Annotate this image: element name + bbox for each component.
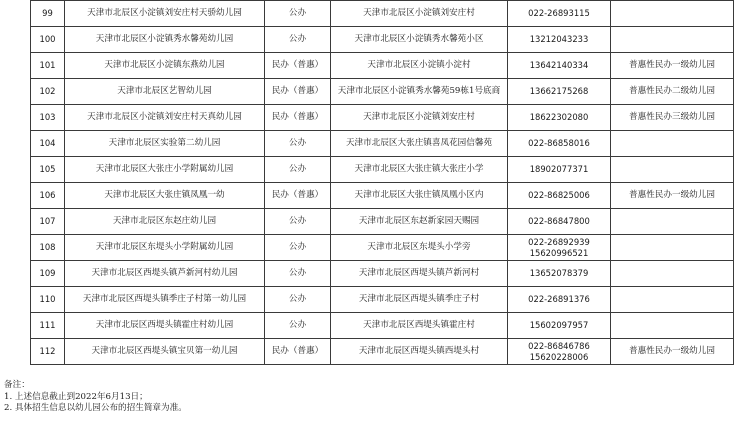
kindergarten-name-cell: 天津市北辰区小淀镇东燕幼儿园 [65, 53, 265, 79]
rating-level-cell [611, 313, 734, 339]
table-row [31, 105, 734, 131]
phone-number: 15620228006 [529, 351, 589, 362]
phone-number: 13652078379 [529, 268, 589, 278]
kindergarten-name-cell: 天津市北辰区东赵庄幼儿园 [65, 209, 265, 235]
kindergarten-table [30, 0, 734, 365]
phone-number: 13662175268 [529, 86, 589, 96]
school-type-cell: 民办（普惠） [265, 183, 331, 209]
phone-cell [508, 105, 611, 131]
rating-level-cell [611, 1, 734, 27]
phone-number: 022-26893115 [528, 8, 590, 18]
school-type-cell: 公办 [265, 261, 331, 287]
table-row [31, 287, 734, 313]
phone-number: 18622302080 [529, 112, 589, 122]
phone-cell [508, 339, 611, 365]
kindergarten-name-cell: 天津市北辰区艺智幼儿园 [65, 79, 265, 105]
school-type-cell: 公办 [265, 235, 331, 261]
row-number-cell: 108 [31, 235, 65, 261]
phone-number: 15602097957 [529, 320, 589, 330]
address-cell: 天津市北辰区西堤头镇芦新河村 [331, 261, 508, 287]
phone-number: 022-26891376 [528, 294, 590, 304]
phone-cell [508, 287, 611, 313]
row-number-cell: 104 [31, 131, 65, 157]
table-row [31, 131, 734, 157]
row-number-cell: 112 [31, 339, 65, 365]
phone-number: 13212043233 [529, 34, 589, 44]
school-type-cell: 公办 [265, 27, 331, 53]
phone-cell [508, 27, 611, 53]
table-row [31, 209, 734, 235]
kindergarten-name-cell: 天津市北辰区实验第二幼儿园 [65, 131, 265, 157]
phone-number: 13642140334 [529, 60, 589, 70]
note-item-2: 2. 具体招生信息以幼儿园公布的招生简章为准。 [4, 403, 187, 413]
table-row [31, 183, 734, 209]
kindergarten-name-cell: 天津市北辰区小淀镇刘安庄村天骄幼儿园 [65, 1, 265, 27]
address-cell: 天津市北辰区东堤头小学旁 [331, 235, 508, 261]
row-number-cell: 106 [31, 183, 65, 209]
rating-level-cell: 普惠性民办一级幼儿园 [611, 339, 734, 365]
phone-cell [508, 79, 611, 105]
phone-cell [508, 261, 611, 287]
phone-cell [508, 53, 611, 79]
address-cell: 天津市北辰区大张庄镇凤凰小区内 [331, 183, 508, 209]
phone-cell [508, 235, 611, 261]
table-body [31, 1, 734, 365]
address-cell: 天津市北辰区小淀镇刘安庄村 [331, 105, 508, 131]
phone-cell [508, 157, 611, 183]
kindergarten-name-cell: 天津市北辰区东堤头小学附属幼儿园 [65, 235, 265, 261]
address-cell: 天津市北辰区西堤头镇霍庄村 [331, 313, 508, 339]
rating-level-cell [611, 209, 734, 235]
kindergarten-name-cell: 天津市北辰区西堤头镇季庄子村第一幼儿园 [65, 287, 265, 313]
rating-level-cell: 普惠性民办一级幼儿园 [611, 183, 734, 209]
row-number-cell: 110 [31, 287, 65, 313]
phone-number: 022-86825006 [528, 190, 590, 200]
table-row [31, 79, 734, 105]
row-number-cell: 102 [31, 79, 65, 105]
phone-number: 18902077371 [529, 164, 589, 174]
rating-level-cell: 普惠性民办一级幼儿园 [611, 53, 734, 79]
rating-level-cell: 普惠性民办三级幼儿园 [611, 105, 734, 131]
school-type-cell: 公办 [265, 131, 331, 157]
phone-cell [508, 183, 611, 209]
row-number-cell: 99 [31, 1, 65, 27]
table-row [31, 235, 734, 261]
address-cell: 天津市北辰区西堤头镇季庄子村 [331, 287, 508, 313]
school-type-cell: 民办（普惠） [265, 105, 331, 131]
kindergarten-name-cell: 天津市北辰区西堤头镇芦新河村幼儿园 [65, 261, 265, 287]
kindergarten-name-cell: 天津市北辰区西堤头镇宝贝第一幼儿园 [65, 339, 265, 365]
kindergarten-name-cell: 天津市北辰区西堤头镇霍庄村幼儿园 [65, 313, 265, 339]
school-type-cell: 民办（普惠） [265, 339, 331, 365]
phone-cell [508, 131, 611, 157]
phone-number: 022-86858016 [528, 138, 590, 148]
row-number-cell: 100 [31, 27, 65, 53]
notes-title: 备注： [4, 380, 30, 390]
table-row [31, 157, 734, 183]
phone-cell [508, 1, 611, 27]
rating-level-cell [611, 261, 734, 287]
row-number-cell: 101 [31, 53, 65, 79]
address-cell: 天津市北辰区小淀镇刘安庄村 [331, 1, 508, 27]
phone-number: 022-86847800 [528, 216, 590, 226]
address-cell: 天津市北辰区东赵新家园天赐园 [331, 209, 508, 235]
phone-number: 022-86846786 [528, 340, 590, 351]
rating-level-cell [611, 27, 734, 53]
phone-cell [508, 313, 611, 339]
row-number-cell: 107 [31, 209, 65, 235]
school-type-cell: 民办（普惠） [265, 79, 331, 105]
phone-number: 022-26892939 [528, 236, 590, 247]
table-row [31, 313, 734, 339]
phone-number: 15620996521 [529, 247, 589, 258]
row-number-cell: 105 [31, 157, 65, 183]
address-cell: 天津市北辰区西堤头镇西堤头村 [331, 339, 508, 365]
kindergarten-name-cell: 天津市北辰区大张庄镇凤凰一幼 [65, 183, 265, 209]
kindergarten-name-cell: 天津市北辰区小淀镇刘安庄村天真幼儿园 [65, 105, 265, 131]
table-row [31, 1, 734, 27]
table-row [31, 53, 734, 79]
row-number-cell: 109 [31, 261, 65, 287]
address-cell: 天津市北辰区大张庄镇大张庄小学 [331, 157, 508, 183]
table-row [31, 27, 734, 53]
school-type-cell: 公办 [265, 157, 331, 183]
rating-level-cell: 普惠性民办二级幼儿园 [611, 79, 734, 105]
address-cell: 天津市北辰区小淀镇秀水馨苑小区 [331, 27, 508, 53]
school-type-cell: 公办 [265, 287, 331, 313]
rating-level-cell [611, 287, 734, 313]
rating-level-cell [611, 157, 734, 183]
rating-level-cell [611, 131, 734, 157]
kindergarten-name-cell: 天津市北辰区大张庄小学附属幼儿园 [65, 157, 265, 183]
row-number-cell: 103 [31, 105, 65, 131]
note-item-1: 1. 上述信息截止到2022年6月13日； [4, 391, 148, 402]
address-cell: 天津市北辰区小淀镇小淀村 [331, 53, 508, 79]
kindergarten-name-cell: 天津市北辰区小淀镇秀水馨苑幼儿园 [65, 27, 265, 53]
address-cell: 天津市北辰区小淀镇秀水馨苑59栋1号底商 [331, 79, 508, 105]
phone-cell [508, 209, 611, 235]
table-row [31, 261, 734, 287]
table-row [31, 339, 734, 365]
address-cell: 天津市北辰区大张庄镇喜凤花园信馨苑 [331, 131, 508, 157]
school-type-cell: 公办 [265, 313, 331, 339]
row-number-cell: 111 [31, 313, 65, 339]
school-type-cell: 公办 [265, 1, 331, 27]
rating-level-cell [611, 235, 734, 261]
school-type-cell: 公办 [265, 209, 331, 235]
school-type-cell: 民办（普惠） [265, 53, 331, 79]
notes-section [4, 380, 187, 415]
